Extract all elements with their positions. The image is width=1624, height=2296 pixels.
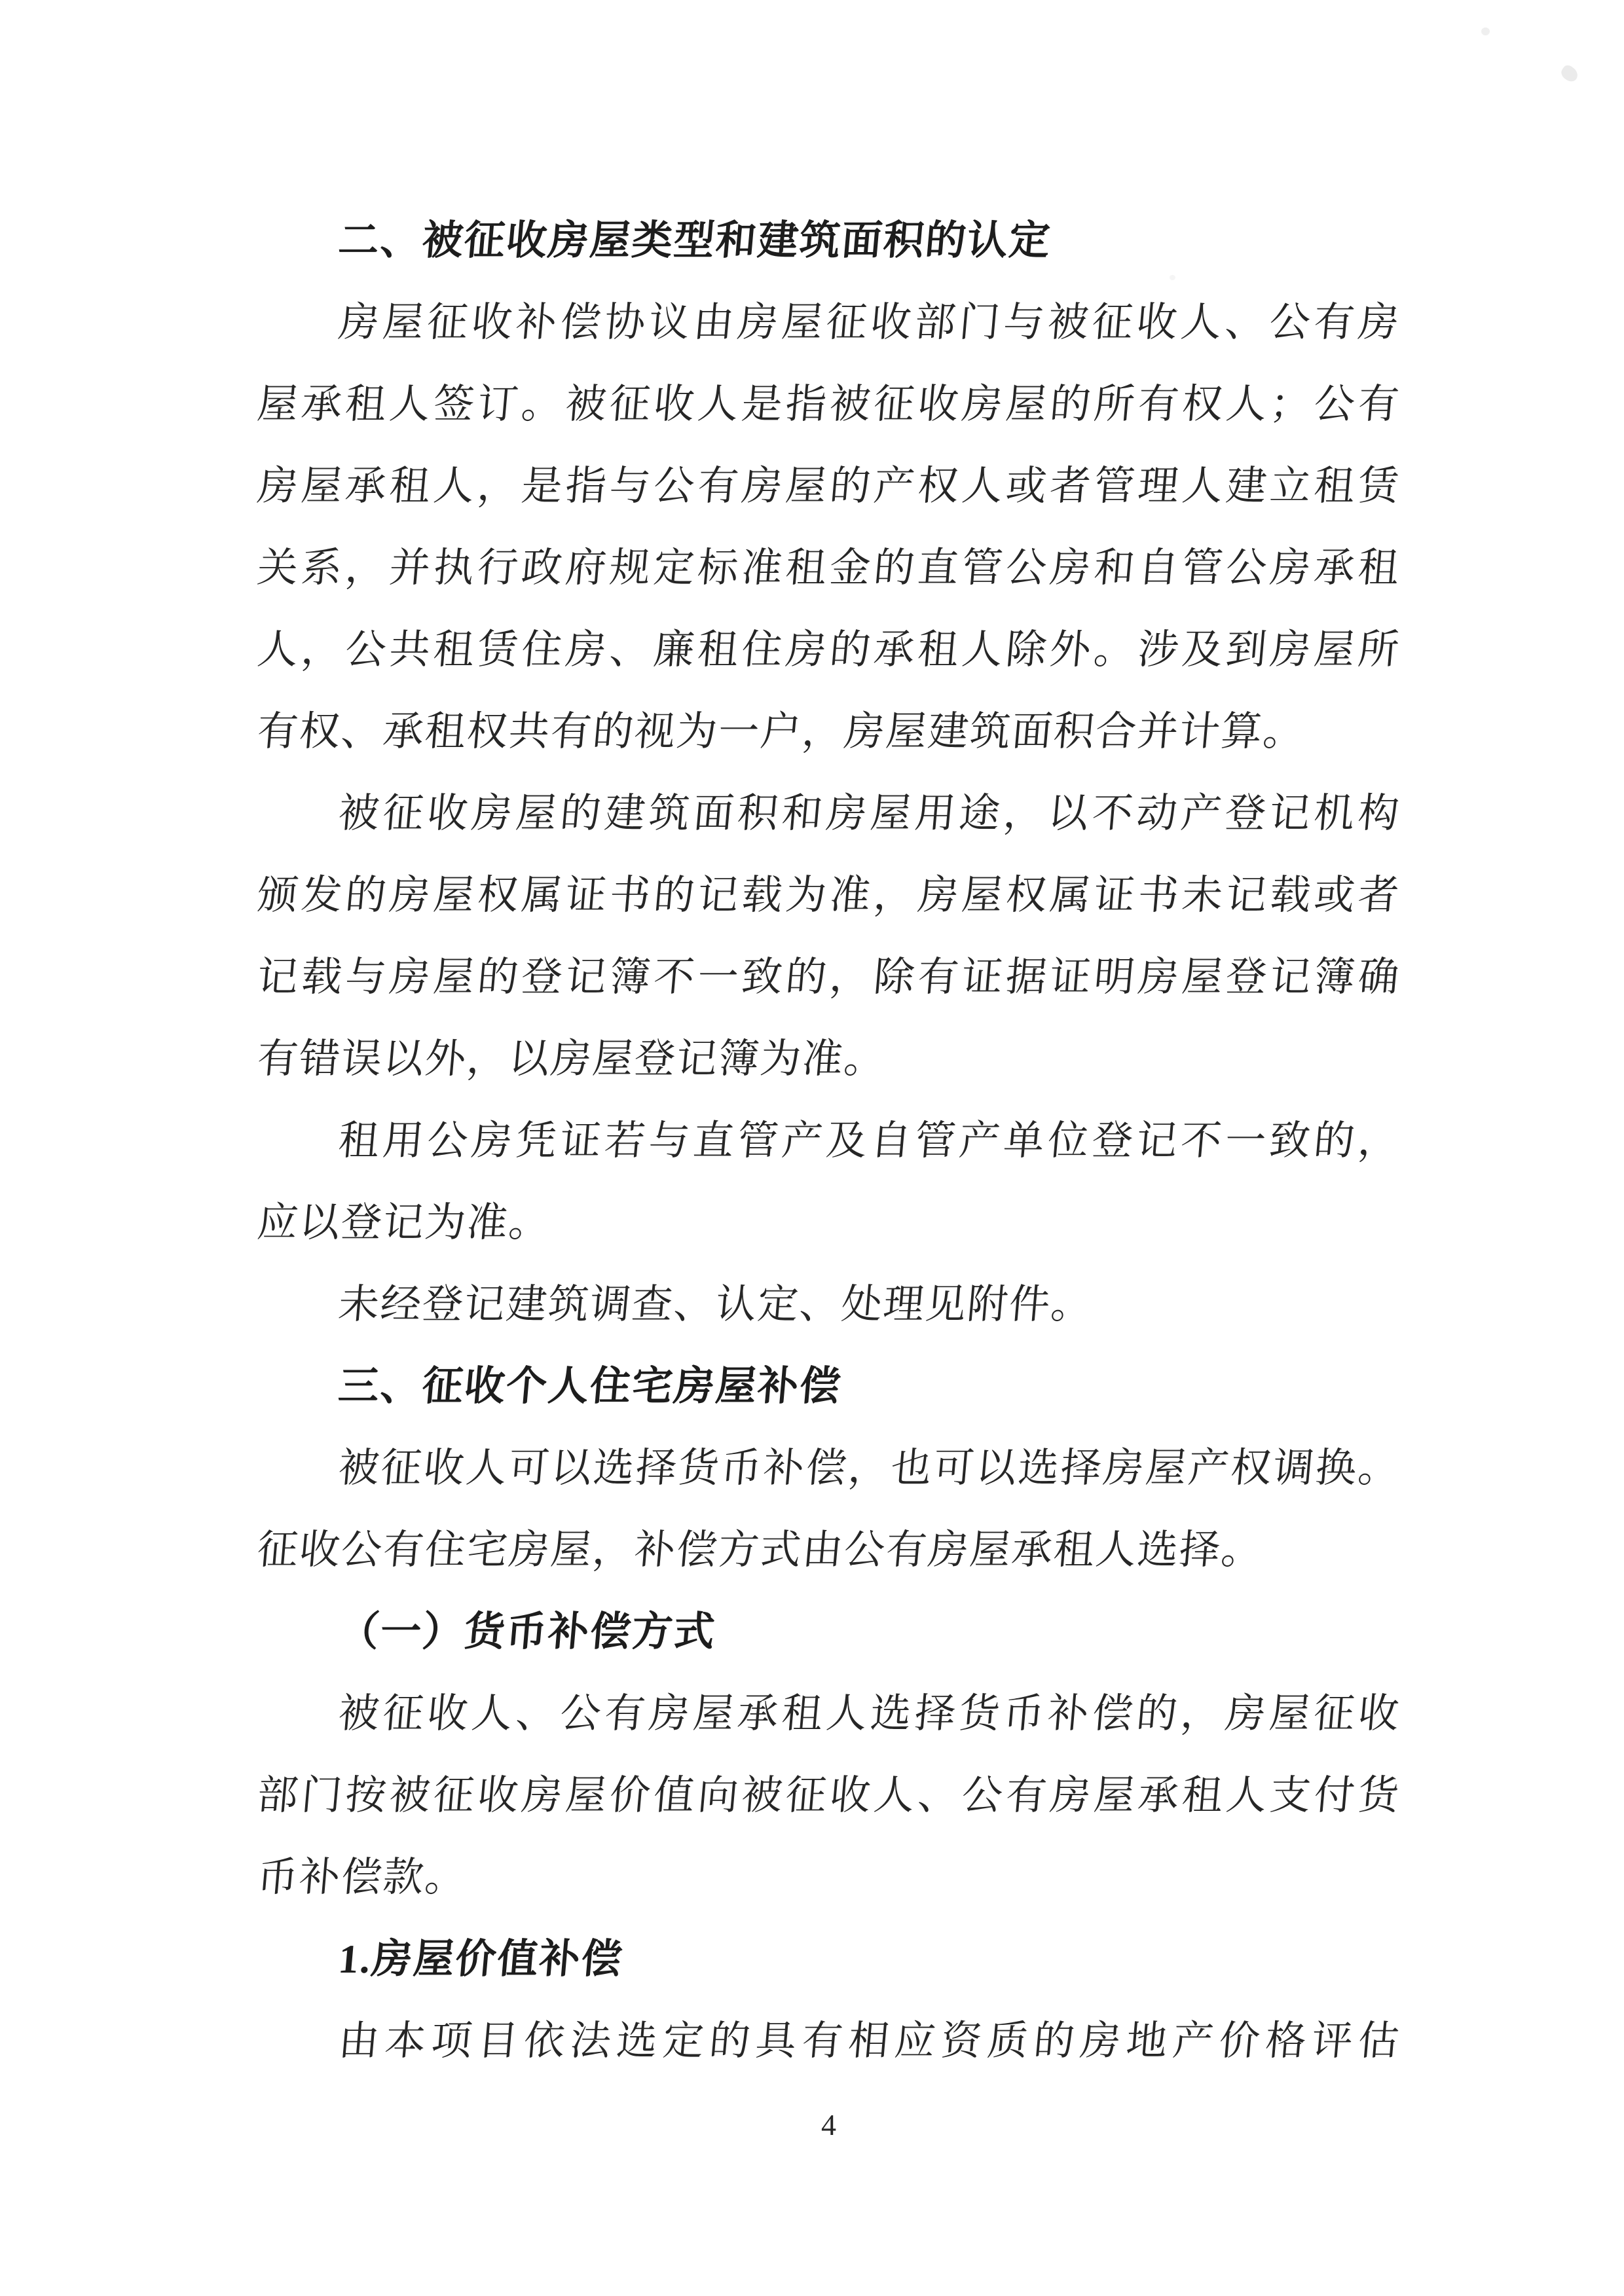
text-line: 租用公房凭证若与直管产及自管产单位登记不一致的， (337, 1119, 1403, 1163)
text-line: 屋承租人签订。被征收人是指被征收房屋的所有权人；公有 (255, 382, 1403, 427)
text-line: 部门按被征收房屋价值向被征收人、公有房屋承租人支付货 (255, 1774, 1403, 1818)
text-line: 未经登记建筑调查、认定、处理见附件。 (337, 1283, 1096, 1327)
text-line: 应以登记为准。 (255, 1201, 553, 1245)
text-line: 被征收人、公有房屋承租人选择货币补偿的，房屋征收 (337, 1692, 1403, 1736)
sub-section-heading: 1.房屋价值补偿 (337, 1937, 625, 1982)
text-line: 币补偿款。 (255, 1855, 470, 1900)
text-line: 被征收人可以选择货币补偿，也可以选择房屋产权调换。 (337, 1446, 1403, 1491)
text-line: 房屋征收补偿协议由房屋征收部门与被征收人、公有房 (337, 301, 1403, 345)
sub-section-heading: （一）货币补偿方式 (337, 1610, 718, 1654)
scan-artifact (1481, 27, 1490, 35)
text-line: 征收公有住宅房屋，补偿方式由公有房屋承租人选择。 (255, 1528, 1266, 1573)
section-heading: 三、征收个人住宅房屋补偿 (337, 1364, 844, 1409)
document-body (255, 200, 1403, 2083)
text-line: 有权、承租权共有的视为一户，房屋建筑面积合并计算。 (255, 710, 1308, 754)
section-heading: 二、被征收房屋类型和建筑面积的认定 (337, 219, 1054, 263)
scan-artifact (1559, 63, 1580, 84)
text-line: 颁发的房屋权属证书的记载为准，房屋权属证书未记载或者 (255, 873, 1403, 918)
text-line: 关系，并执行政府规定标准租金的直管公房和自管公房承租 (255, 546, 1403, 591)
page-number: 4 (821, 2108, 836, 2141)
text-line: 被征收房屋的建筑面积和房屋用途，以不动产登记机构 (337, 792, 1403, 836)
text-line: 有错误以外，以房屋登记簿为准。 (255, 1037, 889, 1082)
text-line: 记载与房屋的登记簿不一致的，除有证据证明房屋登记簿确 (255, 955, 1403, 1000)
text-line: 房屋承租人，是指与公有房屋的产权人或者管理人建立租赁 (255, 464, 1403, 509)
text-line: 由本项目依法选定的具有相应资质的房地产价格评估 (337, 2019, 1403, 2064)
text-line: 人，公共租赁住房、廉租住房的承租人除外。涉及到房屋所 (255, 628, 1403, 672)
